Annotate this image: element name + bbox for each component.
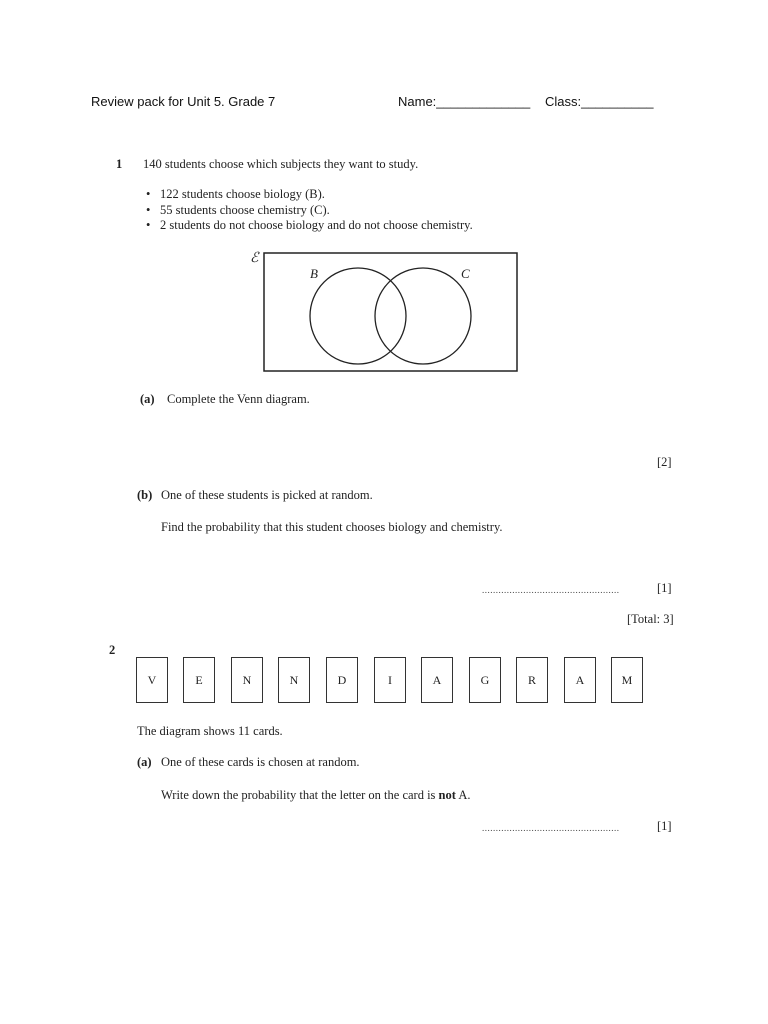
set-b-circle bbox=[310, 268, 406, 364]
q2-instruction-emphasis: not bbox=[438, 788, 456, 802]
bullet-icon: • bbox=[146, 202, 151, 217]
q2-part-a-text: One of these cards is chosen at random. bbox=[161, 755, 360, 769]
q2-part-a-label: (a) bbox=[137, 755, 152, 769]
letter-card: R bbox=[516, 657, 548, 703]
q2-part-a-instruction bbox=[161, 788, 471, 803]
bullet-icon: • bbox=[146, 187, 151, 201]
letter-card: N bbox=[231, 657, 263, 703]
bullet-item bbox=[146, 187, 473, 203]
q2-instruction-end: A. bbox=[455, 788, 471, 802]
letter-card: D bbox=[326, 657, 358, 703]
question-1-intro: 140 students choose which subjects they want to study. bbox=[143, 157, 419, 171]
bullet-text: 55 students choose chemistry (C). bbox=[160, 202, 330, 217]
letter-card: E bbox=[183, 657, 215, 703]
q2-part-a-marks: [1] bbox=[657, 819, 672, 833]
part-a-label: (a) bbox=[140, 392, 155, 406]
part-b-instruction: Find the probability that this student chooses biology and chemistry. bbox=[161, 520, 503, 534]
letter-card: A bbox=[421, 657, 453, 703]
letter-card: G bbox=[469, 657, 501, 703]
part-b-label: (b) bbox=[137, 488, 153, 502]
part-b-marks: [1] bbox=[657, 581, 672, 595]
letter-card: I bbox=[374, 657, 406, 703]
part-b-text: One of these students is picked at random. bbox=[161, 488, 373, 502]
universal-set-symbol: ℰ bbox=[250, 251, 259, 266]
name-field[interactable]: Name:_____________ bbox=[398, 94, 531, 109]
question-2-caption: The diagram shows 11 cards. bbox=[137, 724, 283, 738]
set-b-label: B bbox=[310, 266, 318, 281]
letter-card: A bbox=[564, 657, 596, 703]
question-1-number: 1 bbox=[116, 157, 123, 171]
set-c-label: C bbox=[461, 266, 470, 281]
q2-part-a-answer-line[interactable]: .................................................. bbox=[482, 823, 620, 833]
universal-set-box bbox=[264, 253, 517, 371]
set-c-circle bbox=[375, 268, 471, 364]
part-a-marks: [2] bbox=[657, 455, 672, 469]
letter-card: N bbox=[278, 657, 310, 703]
bullet-item bbox=[146, 218, 473, 234]
q2-instruction-text: Write down the probability that the letter on the card is bbox=[161, 788, 439, 802]
question-1-total: [Total: 3] bbox=[627, 612, 674, 626]
letter-card: M bbox=[611, 657, 643, 703]
question-1-bullets bbox=[146, 187, 473, 234]
part-b-answer-line[interactable]: .................................................. bbox=[482, 585, 620, 595]
question-2-number: 2 bbox=[109, 643, 116, 657]
bullet-text: 122 students choose biology (B). bbox=[160, 187, 325, 201]
letter-card: V bbox=[136, 657, 168, 703]
class-field[interactable]: Class:__________ bbox=[545, 94, 654, 109]
document-title: Review pack for Unit 5. Grade 7 bbox=[91, 94, 276, 109]
bullet-item bbox=[146, 203, 473, 219]
part-a-text: Complete the Venn diagram. bbox=[167, 392, 310, 406]
venn-diagram[interactable] bbox=[248, 248, 523, 376]
bullet-icon: • bbox=[146, 218, 151, 232]
bullet-text: 2 students do not choose biology and do not choose chemistry. bbox=[160, 218, 473, 232]
